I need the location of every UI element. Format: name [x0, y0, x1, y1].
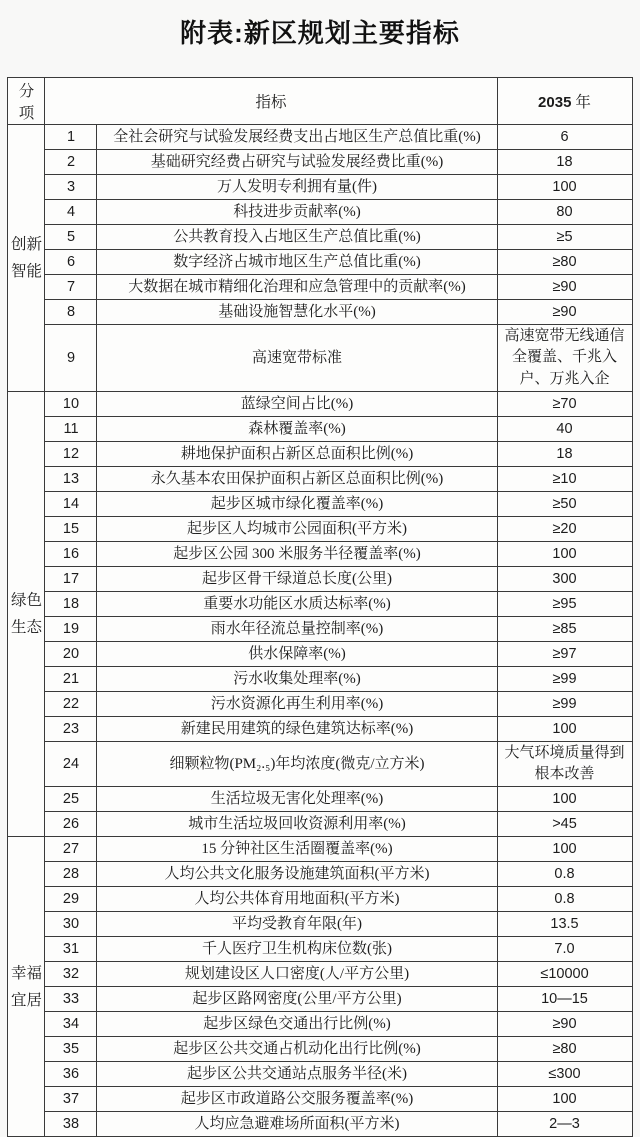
row-value: 300: [497, 566, 632, 591]
row-value: 0.8: [497, 862, 632, 887]
row-indicator: 耕地保护面积占新区总面积比例(%): [97, 441, 497, 466]
row-indicator: 供水保障率(%): [97, 641, 497, 666]
row-no: 18: [45, 591, 97, 616]
row-value: ≥70: [497, 391, 632, 416]
row-no: 3: [45, 175, 97, 200]
row-no: 33: [45, 987, 97, 1012]
row-value: ≥20: [497, 516, 632, 541]
row-indicator: 万人发明专利拥有量(件): [97, 175, 497, 200]
table-row: [8, 987, 632, 1012]
row-no: 30: [45, 912, 97, 937]
indicators-table: [7, 77, 632, 1137]
table-row: [8, 200, 632, 225]
row-no: 36: [45, 1062, 97, 1087]
row-no: 17: [45, 566, 97, 591]
row-value: 大气环境质量得到根本改善: [497, 741, 632, 787]
row-indicator: 起步区市政道路公交服务覆盖率(%): [97, 1087, 497, 1112]
row-value: 100: [497, 175, 632, 200]
row-indicator: 城市生活垃圾回收资源利用率(%): [97, 812, 497, 837]
row-no: 5: [45, 225, 97, 250]
row-indicator: 起步区骨干绿道总长度(公里): [97, 566, 497, 591]
row-no: 12: [45, 441, 97, 466]
row-no: 15: [45, 516, 97, 541]
row-value: 100: [497, 837, 632, 862]
row-value: ≤10000: [497, 962, 632, 987]
row-indicator: 重要水功能区水质达标率(%): [97, 591, 497, 616]
row-indicator: 起步区公园 300 米服务半径覆盖率(%): [97, 541, 497, 566]
row-value: ≥99: [497, 666, 632, 691]
row-indicator: 起步区路网密度(公里/平方公里): [97, 987, 497, 1012]
row-no: 35: [45, 1037, 97, 1062]
row-indicator: 人均公共体育用地面积(平方米): [97, 887, 497, 912]
table-row: [8, 616, 632, 641]
row-indicator: 新建民用建筑的绿色建筑达标率(%): [97, 716, 497, 741]
row-indicator: 15 分钟社区生活圈覆盖率(%): [97, 837, 497, 862]
table-row: [8, 391, 632, 416]
row-indicator: 雨水年径流总量控制率(%): [97, 616, 497, 641]
row-value: 18: [497, 150, 632, 175]
row-indicator: 起步区绿色交通出行比例(%): [97, 1012, 497, 1037]
row-indicator: 大数据在城市精细化治理和应急管理中的贡献率(%): [97, 275, 497, 300]
row-no: 34: [45, 1012, 97, 1037]
table-row: [8, 441, 632, 466]
table-row: [8, 225, 632, 250]
row-value: 100: [497, 1087, 632, 1112]
row-value: ≥50: [497, 491, 632, 516]
row-value: 高速宽带无线通信全覆盖、千兆入户、万兆入企: [497, 325, 632, 392]
row-no: 16: [45, 541, 97, 566]
table-row: [8, 691, 632, 716]
table-row: [8, 716, 632, 741]
row-no: 21: [45, 666, 97, 691]
row-value: 2—3: [497, 1112, 632, 1137]
row-no: 27: [45, 837, 97, 862]
row-indicator: 生活垃圾无害化处理率(%): [97, 787, 497, 812]
col-header-indicator: 指标: [45, 78, 497, 125]
table-row: [8, 466, 632, 491]
table-row: [8, 541, 632, 566]
table-row: [8, 250, 632, 275]
row-no: 19: [45, 616, 97, 641]
col-header-year: [497, 78, 632, 125]
row-value: ≥80: [497, 250, 632, 275]
row-no: 13: [45, 466, 97, 491]
table-row: [8, 887, 632, 912]
row-value: 6: [497, 125, 632, 150]
table-row: [8, 491, 632, 516]
category-cell-green-ecology: [8, 391, 45, 837]
category-cell-innovation: [8, 125, 45, 392]
table-row: [8, 175, 632, 200]
row-indicator: 基础研究经费占研究与试验发展经费比重(%): [97, 150, 497, 175]
row-no: 7: [45, 275, 97, 300]
row-value: 80: [497, 200, 632, 225]
row-no: 10: [45, 391, 97, 416]
table-row: [8, 150, 632, 175]
row-no: 8: [45, 300, 97, 325]
table-row: [8, 862, 632, 887]
table-row: [8, 416, 632, 441]
row-no: 1: [45, 125, 97, 150]
row-no: 24: [45, 741, 97, 787]
row-value: ≥90: [497, 1012, 632, 1037]
row-indicator: 起步区城市绿化覆盖率(%): [97, 491, 497, 516]
category-label: 智能: [10, 262, 42, 280]
table-row: [8, 1087, 632, 1112]
row-value: ≥10: [497, 466, 632, 491]
row-no: 26: [45, 812, 97, 837]
year-suffix: 年: [575, 94, 591, 111]
table-row: [8, 591, 632, 616]
row-indicator: 起步区人均城市公园面积(平方米): [97, 516, 497, 541]
row-indicator: 科技进步贡献率(%): [97, 200, 497, 225]
row-value: 18: [497, 441, 632, 466]
table-row: [8, 1062, 632, 1087]
table-row: [8, 1037, 632, 1062]
row-value: ≤300: [497, 1062, 632, 1087]
row-value: ≥95: [497, 591, 632, 616]
row-value: ≥90: [497, 275, 632, 300]
row-indicator: 永久基本农田保护面积占新区总面积比例(%): [97, 466, 497, 491]
row-value: 10—15: [497, 987, 632, 1012]
row-indicator: 污水收集处理率(%): [97, 666, 497, 691]
table-row: [8, 912, 632, 937]
row-indicator: 千人医疗卫生机构床位数(张): [97, 937, 497, 962]
row-indicator: 全社会研究与试验发展经费支出占地区生产总值比重(%): [97, 125, 497, 150]
row-value: 7.0: [497, 937, 632, 962]
row-value: ≥5: [497, 225, 632, 250]
table-row: [8, 937, 632, 962]
row-value: 100: [497, 787, 632, 812]
row-no: 29: [45, 887, 97, 912]
row-no: 22: [45, 691, 97, 716]
row-indicator: 平均受教育年限(年): [97, 912, 497, 937]
category-label: 生态: [10, 619, 42, 637]
row-no: 25: [45, 787, 97, 812]
row-value: 40: [497, 416, 632, 441]
row-no: 14: [45, 491, 97, 516]
row-value: ≥99: [497, 691, 632, 716]
row-no: 32: [45, 962, 97, 987]
category-label: 宜居: [10, 991, 42, 1009]
table-row: [8, 125, 632, 150]
table-row: [8, 1012, 632, 1037]
row-no: 37: [45, 1087, 97, 1112]
category-label: 创新: [10, 235, 42, 253]
col-header-category: 分项: [8, 78, 45, 125]
row-indicator: 细颗粒物(PM₂.₅)年均浓度(微克/立方米): [97, 741, 497, 787]
table-row: [8, 566, 632, 591]
row-no: 23: [45, 716, 97, 741]
row-indicator: 森林覆盖率(%): [97, 416, 497, 441]
row-no: 4: [45, 200, 97, 225]
table-row: [8, 275, 632, 300]
row-no: 2: [45, 150, 97, 175]
row-value: >45: [497, 812, 632, 837]
row-indicator: 人均应急避难场所面积(平方米): [97, 1112, 497, 1137]
row-indicator: 蓝绿空间占比(%): [97, 391, 497, 416]
row-indicator: 污水资源化再生利用率(%): [97, 691, 497, 716]
category-label: 绿色: [10, 592, 42, 610]
table-row: [8, 812, 632, 837]
table-row: [8, 666, 632, 691]
category-cell-happy-livable: [8, 837, 45, 1137]
row-no: 31: [45, 937, 97, 962]
row-indicator: 起步区公共交通占机动化出行比例(%): [97, 1037, 497, 1062]
header-row: [8, 78, 632, 125]
table-row: [8, 741, 632, 787]
row-no: 9: [45, 325, 97, 392]
row-value: 0.8: [497, 887, 632, 912]
row-value: ≥97: [497, 641, 632, 666]
row-indicator: 公共教育投入占地区生产总值比重(%): [97, 225, 497, 250]
row-no: 11: [45, 416, 97, 441]
row-no: 38: [45, 1112, 97, 1137]
table-row: [8, 837, 632, 862]
table-row: [8, 962, 632, 987]
row-value: ≥90: [497, 300, 632, 325]
row-indicator: 起步区公共交通站点服务半径(米): [97, 1062, 497, 1087]
table-row: [8, 325, 632, 392]
table-row: [8, 1112, 632, 1137]
row-indicator: 基础设施智慧化水平(%): [97, 300, 497, 325]
row-no: 28: [45, 862, 97, 887]
row-indicator: 高速宽带标准: [97, 325, 497, 392]
row-no: 20: [45, 641, 97, 666]
category-label: 幸福: [10, 964, 42, 982]
row-value: 13.5: [497, 912, 632, 937]
year-number: 2035: [538, 94, 572, 111]
table-row: [8, 516, 632, 541]
table-row: [8, 787, 632, 812]
row-value: 100: [497, 541, 632, 566]
page-title: 附表:新区规划主要指标: [180, 18, 460, 48]
table-row: [8, 300, 632, 325]
row-value: ≥85: [497, 616, 632, 641]
row-no: 6: [45, 250, 97, 275]
row-value: ≥80: [497, 1037, 632, 1062]
row-indicator: 人均公共文化服务设施建筑面积(平方米): [97, 862, 497, 887]
row-indicator: 规划建设区人口密度(人/平方公里): [97, 962, 497, 987]
row-value: 100: [497, 716, 632, 741]
table-row: [8, 641, 632, 666]
row-indicator: 数字经济占城市地区生产总值比重(%): [97, 250, 497, 275]
